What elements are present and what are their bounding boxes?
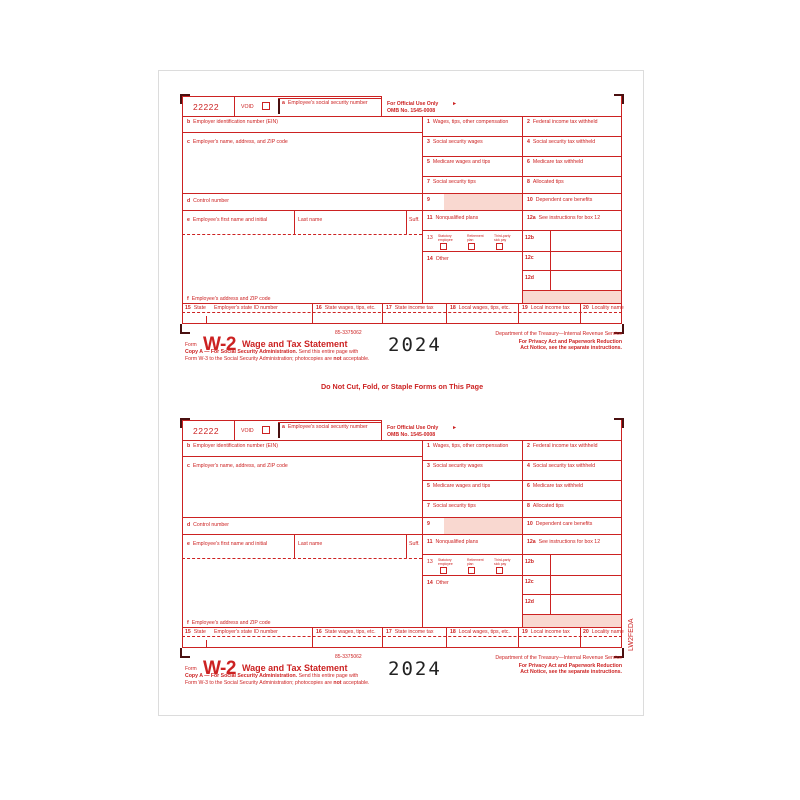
corner-mark bbox=[614, 94, 624, 104]
rule bbox=[580, 627, 581, 648]
box-d-label: d Control number bbox=[187, 198, 229, 204]
box13-statutory-label: Statutory employee bbox=[438, 234, 453, 242]
box12c-label: 12c bbox=[525, 255, 534, 261]
box12a-label: 12a See instructions for box 12 bbox=[527, 539, 601, 545]
box9-shaded bbox=[444, 518, 522, 534]
wage-tax-title: Wage and Tax Statement bbox=[242, 339, 348, 349]
arrow-icon: ► bbox=[452, 425, 458, 431]
rule bbox=[518, 627, 519, 648]
sickpay-checkbox[interactable] bbox=[496, 243, 503, 250]
rule bbox=[278, 422, 280, 438]
corner-mark bbox=[614, 418, 624, 428]
rule bbox=[312, 303, 313, 324]
box6-label: 6 Medicare tax withheld bbox=[527, 483, 584, 489]
rule bbox=[182, 440, 622, 441]
rule bbox=[182, 116, 622, 117]
rule bbox=[182, 558, 422, 559]
box19-label: 19 Local income tax bbox=[522, 629, 570, 635]
rule bbox=[234, 96, 235, 116]
box5-label: 5 Medicare wages and tips bbox=[427, 159, 491, 165]
box-b-label: b Employer identification number (EIN) bbox=[187, 443, 278, 449]
box8-label: 8 Allocated tips bbox=[527, 179, 564, 185]
box10-label: 10 Dependent care benefits bbox=[527, 521, 593, 527]
form-word: Form bbox=[185, 342, 197, 348]
void-checkbox[interactable] bbox=[262, 426, 270, 434]
box13-retirement-label: Retirement plan bbox=[467, 558, 484, 566]
rule bbox=[182, 517, 422, 518]
box-d-label: d Control number bbox=[187, 522, 229, 528]
rule bbox=[278, 422, 382, 423]
box20-label: 20 Locality name bbox=[583, 629, 624, 635]
rule bbox=[422, 156, 622, 157]
box17-label: 17 State income tax bbox=[386, 305, 434, 311]
form-code: 22222 bbox=[193, 102, 220, 112]
box14-label: 14 Other bbox=[427, 580, 449, 586]
form-code: 22222 bbox=[193, 426, 220, 436]
form-word: Form bbox=[185, 666, 197, 672]
w2-form-bottom bbox=[182, 420, 622, 648]
retirement-checkbox[interactable] bbox=[468, 243, 475, 250]
w2-title: W-2 bbox=[203, 658, 236, 679]
privacy-line2: Act Notice, see the separate instructions. bbox=[520, 669, 622, 675]
wage-tax-title: Wage and Tax Statement bbox=[242, 663, 348, 673]
rule bbox=[182, 210, 422, 211]
rule bbox=[294, 534, 295, 558]
box-c-label: c Employer's name, address, and ZIP code bbox=[187, 139, 288, 145]
w2-footer-bottom bbox=[182, 654, 622, 714]
rule bbox=[182, 636, 622, 637]
box1-label: 1 Wages, tips, other compensation bbox=[427, 443, 509, 449]
box-c-label: c Employer's name, address, and ZIP code bbox=[187, 463, 288, 469]
box-e-suff-label: Suff. bbox=[409, 541, 420, 547]
omb-label: OMB No. 1545-0008 bbox=[387, 108, 436, 114]
box12b-label: 12b bbox=[525, 235, 534, 241]
box-e-last-label: Last name bbox=[298, 217, 323, 223]
w2-form-top bbox=[182, 96, 622, 324]
copy-a-line1: Copy A — For Social Security Administration. Send this entire page with bbox=[185, 349, 359, 355]
rule bbox=[382, 627, 383, 648]
box-f-label: f Employee's address and ZIP code bbox=[187, 620, 271, 626]
rule bbox=[312, 627, 313, 648]
box6-label: 6 Medicare tax withheld bbox=[527, 159, 584, 165]
box15-id-label: Employer's state ID number bbox=[214, 305, 278, 311]
box2-label: 2 Federal income tax withheld bbox=[527, 443, 598, 449]
box13-num: 13 bbox=[427, 235, 433, 241]
box19-label: 19 Local income tax bbox=[522, 305, 570, 311]
statutory-checkbox[interactable] bbox=[440, 567, 447, 574]
rule bbox=[206, 640, 207, 648]
official-use-label: For Official Use Only bbox=[387, 101, 439, 107]
box17-label: 17 State income tax bbox=[386, 629, 434, 635]
rule bbox=[422, 230, 622, 231]
box13-sickpay-label: Third-party sick pay bbox=[494, 558, 511, 566]
void-label: VOID bbox=[241, 104, 254, 110]
rule bbox=[422, 176, 622, 177]
retirement-checkbox[interactable] bbox=[468, 567, 475, 574]
rule bbox=[522, 594, 622, 595]
box12d-shaded bbox=[523, 291, 621, 303]
rule bbox=[182, 96, 382, 97]
rule bbox=[182, 303, 622, 304]
box16-label: 16 State wages, tips, etc. bbox=[316, 629, 376, 635]
rule bbox=[422, 210, 622, 211]
box8-label: 8 Allocated tips bbox=[527, 503, 564, 509]
box15-label: 15 State bbox=[185, 629, 206, 635]
rule bbox=[422, 575, 622, 576]
copy-a-line2: Form W-3 to the Social Security Administration; photocopies are not acceptable. bbox=[185, 356, 370, 362]
rule bbox=[422, 136, 622, 137]
box15-id-label: Employer's state ID number bbox=[214, 629, 278, 635]
rule bbox=[234, 420, 235, 440]
box5-label: 5 Medicare wages and tips bbox=[427, 483, 491, 489]
rule bbox=[182, 420, 382, 421]
w2-title: W-2 bbox=[203, 334, 236, 355]
privacy-line1: For Privacy Act and Paperwork Reduction bbox=[518, 663, 622, 669]
official-use-label: For Official Use Only bbox=[387, 425, 439, 431]
rule bbox=[182, 534, 422, 535]
w2-footer-top bbox=[182, 330, 622, 390]
box-e-last-label: Last name bbox=[298, 541, 323, 547]
rule bbox=[446, 627, 447, 648]
box-f-label: f Employee's address and ZIP code bbox=[187, 296, 271, 302]
box15-label: 15 State bbox=[185, 305, 206, 311]
tax-year: 2024 bbox=[388, 334, 442, 356]
rule bbox=[294, 210, 295, 234]
ssn-label: a Employee's social security number bbox=[282, 100, 368, 106]
ssn-label: a Employee's social security number bbox=[282, 424, 368, 430]
rule bbox=[182, 193, 422, 194]
box13-statutory-label: Statutory employee bbox=[438, 558, 453, 566]
rule bbox=[522, 270, 622, 271]
box7-label: 7 Social security tips bbox=[427, 503, 476, 509]
rule bbox=[422, 460, 622, 461]
box13-num: 13 bbox=[427, 559, 433, 565]
tax-year: 2024 bbox=[388, 658, 442, 680]
rule bbox=[381, 96, 382, 116]
box9-label: 9 bbox=[427, 521, 430, 527]
sickpay-checkbox[interactable] bbox=[496, 567, 503, 574]
box7-label: 7 Social security tips bbox=[427, 179, 476, 185]
box1-label: 1 Wages, tips, other compensation bbox=[427, 119, 509, 125]
privacy-line1: For Privacy Act and Paperwork Reduction bbox=[518, 339, 622, 345]
rule bbox=[182, 312, 622, 313]
box13-sickpay-label: Third-party sick pay bbox=[494, 234, 511, 242]
dept-label: Department of the Treasury—Internal Revenue Service bbox=[495, 655, 622, 661]
copy-a-line1: Copy A — For Social Security Administration. Send this entire page with bbox=[185, 673, 359, 679]
rule bbox=[422, 534, 622, 535]
box12d-label: 12d bbox=[525, 599, 534, 605]
box-e-suff-label: Suff. bbox=[409, 217, 420, 223]
rule bbox=[182, 323, 622, 324]
rule bbox=[206, 316, 207, 324]
box12d-label: 12d bbox=[525, 275, 534, 281]
rule bbox=[446, 303, 447, 324]
box3-label: 3 Social security wages bbox=[427, 139, 483, 145]
void-checkbox[interactable] bbox=[262, 102, 270, 110]
box11-label: 11 Nonqualified plans bbox=[427, 539, 479, 545]
box9-shaded bbox=[444, 194, 522, 210]
box2-label: 2 Federal income tax withheld bbox=[527, 119, 598, 125]
box14-label: 14 Other bbox=[427, 256, 449, 262]
rule bbox=[382, 303, 383, 324]
rule bbox=[422, 251, 622, 252]
rule bbox=[182, 132, 422, 133]
box16-label: 16 State wages, tips, etc. bbox=[316, 305, 376, 311]
rule bbox=[182, 627, 622, 628]
rule bbox=[422, 500, 622, 501]
rule bbox=[182, 234, 422, 235]
rule bbox=[182, 647, 622, 648]
copy-a-line2: Form W-3 to the Social Security Administration; photocopies are not acceptable. bbox=[185, 680, 370, 686]
box18-label: 18 Local wages, tips, etc. bbox=[450, 305, 510, 311]
box3-label: 3 Social security wages bbox=[427, 463, 483, 469]
rule bbox=[580, 303, 581, 324]
form-number: 85-3375062 bbox=[335, 654, 362, 660]
rule bbox=[381, 420, 382, 440]
statutory-checkbox[interactable] bbox=[440, 243, 447, 250]
void-label: VOID bbox=[241, 428, 254, 434]
rule bbox=[422, 554, 622, 555]
box12c-label: 12c bbox=[525, 579, 534, 585]
box11-label: 11 Nonqualified plans bbox=[427, 215, 479, 221]
box4-label: 4 Social security tax withheld bbox=[527, 139, 596, 145]
rule bbox=[406, 534, 407, 558]
box12a-label: 12a See instructions for box 12 bbox=[527, 215, 601, 221]
privacy-line2: Act Notice, see the separate instructions. bbox=[520, 345, 622, 351]
box18-label: 18 Local wages, tips, etc. bbox=[450, 629, 510, 635]
dept-label: Department of the Treasury—Internal Revenue Service bbox=[495, 331, 622, 337]
rule bbox=[518, 303, 519, 324]
box-e-first-label: e Employee's first name and initial bbox=[187, 217, 268, 223]
box-b-label: b Employer identification number (EIN) bbox=[187, 119, 278, 125]
rule bbox=[182, 456, 422, 457]
do-not-cut-notice: Do Not Cut, Fold, or Staple Forms on This Page bbox=[320, 382, 484, 391]
box20-label: 20 Locality name bbox=[583, 305, 624, 311]
side-product-code: LW2FEDA bbox=[628, 618, 635, 651]
rule bbox=[278, 98, 382, 99]
box9-label: 9 bbox=[427, 197, 430, 203]
box4-label: 4 Social security tax withheld bbox=[527, 463, 596, 469]
omb-label: OMB No. 1545-0008 bbox=[387, 432, 436, 438]
box13-retirement-label: Retirement plan bbox=[467, 234, 484, 242]
box12d-shaded bbox=[523, 615, 621, 627]
rule bbox=[278, 98, 280, 114]
box10-label: 10 Dependent care benefits bbox=[527, 197, 593, 203]
box-e-first-label: e Employee's first name and initial bbox=[187, 541, 268, 547]
box12b-label: 12b bbox=[525, 559, 534, 565]
rule bbox=[406, 210, 407, 234]
rule bbox=[422, 480, 622, 481]
form-number: 85-3375062 bbox=[335, 330, 362, 336]
arrow-icon: ► bbox=[452, 101, 458, 107]
